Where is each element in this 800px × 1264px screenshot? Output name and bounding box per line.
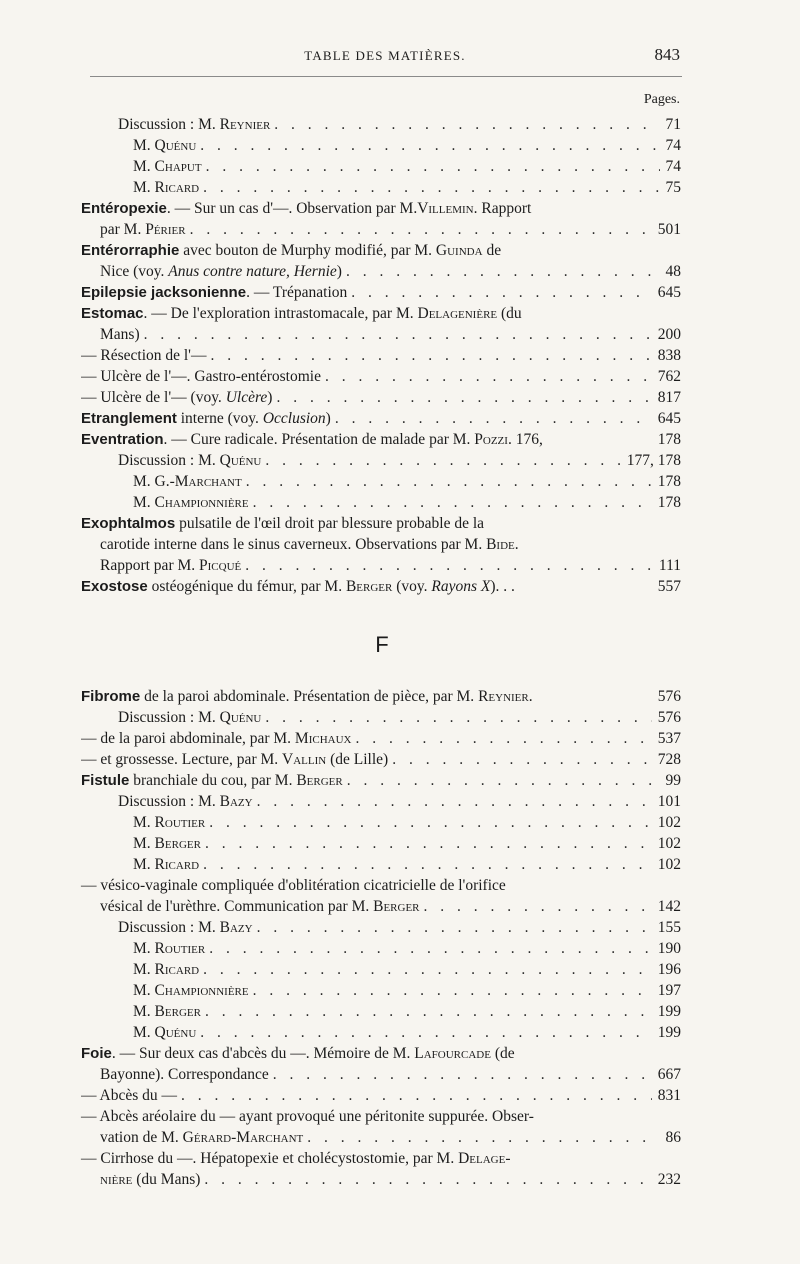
- entry-text: [133, 938, 205, 959]
- entry-headword: Epilepsie jacksonienne: [81, 284, 247, 301]
- entry-headword: Fibrome: [81, 688, 141, 705]
- index-entry: [81, 576, 681, 597]
- page-reference: 831: [657, 1087, 681, 1104]
- entry-text-part: Berger: [154, 1003, 201, 1020]
- entry-text-part: (de: [490, 1045, 515, 1062]
- index-entry: [81, 833, 681, 854]
- entry-text: [133, 854, 199, 875]
- index-entry: [81, 749, 681, 770]
- dot-leader: [199, 854, 652, 875]
- entry-text-part: Reynier: [478, 688, 529, 705]
- entry-text-part: ostéogénique du fémur, par M.: [147, 578, 346, 595]
- index-entry: [81, 854, 681, 875]
- dot-leader: [342, 261, 660, 282]
- entry-text-part: Reynier: [219, 116, 271, 133]
- entry-text-part: Anus contre nature, Hernie: [168, 263, 337, 280]
- entry-text-part: M.: [133, 982, 155, 999]
- entry-text-part: Quénu: [219, 709, 262, 726]
- entry-text-part: Ricard: [154, 856, 200, 873]
- dot-leader: [253, 791, 652, 812]
- entry-text-part: . — Sur deux cas d'abcès du —. Mémoire de M.: [111, 1045, 415, 1062]
- entry-text-part: . — De l'exploration intrastomacale, par M.: [143, 305, 418, 322]
- index-entry: [81, 429, 681, 450]
- index-entry: [81, 1148, 681, 1169]
- entry-text-part: Quénu: [154, 137, 197, 154]
- entry-text-part: . — Cure radicale. Présentation de malade par M.: [163, 431, 475, 448]
- entry-text-part: Villemin: [417, 200, 474, 217]
- entry-text: [81, 749, 388, 770]
- index-entry: [81, 917, 681, 938]
- entry-text-part: Marchant: [174, 473, 242, 490]
- index-entry: [81, 492, 681, 513]
- entry-text: [81, 1085, 177, 1106]
- index-entry: [81, 219, 681, 240]
- dot-leader: [201, 833, 652, 854]
- entry-text-part: Discussion : M.: [118, 709, 220, 726]
- entry-text: [81, 366, 321, 387]
- entry-text: [100, 1127, 303, 1148]
- entry-text: [81, 770, 343, 791]
- index-entry: [81, 261, 681, 282]
- dot-leader: [177, 1085, 652, 1106]
- page-reference: 728: [657, 751, 681, 768]
- index-entry: [81, 1106, 681, 1127]
- index-entry: [81, 240, 681, 261]
- entry-headword: Etranglement: [81, 410, 177, 427]
- entry-text-part: Rapport par M.: [100, 557, 200, 574]
- entry-text-part: Périer: [145, 221, 186, 238]
- entry-text-part: Picqué: [199, 557, 242, 574]
- index-entry: [81, 896, 681, 917]
- page-reference: 74: [665, 158, 681, 175]
- entry-text: [133, 812, 205, 833]
- entry-text-part: de: [482, 242, 502, 259]
- entry-text-part: — de la paroi abdominale, par M.: [81, 730, 295, 747]
- index-entry: [81, 555, 681, 576]
- entry-text-part: Chaput: [154, 158, 202, 175]
- page-reference: 196: [657, 961, 681, 978]
- entry-text-part: nière: [100, 1171, 133, 1188]
- entry-text: [118, 450, 261, 471]
- entry-text: [118, 791, 253, 812]
- index-entry: [81, 1127, 681, 1148]
- index-entry: [81, 728, 681, 749]
- page-reference: 71: [665, 116, 681, 133]
- entry-text: [81, 345, 206, 366]
- entry-text-part: carotide interne dans le sinus caverneux. Observations par M.: [100, 536, 487, 553]
- entry-text: [100, 219, 186, 240]
- entry-text-part: (voy.: [392, 578, 432, 595]
- page-reference: 557: [657, 578, 681, 595]
- dot-leader: [347, 282, 651, 303]
- dot-leader: [343, 770, 660, 791]
- entry-text-part: Berger: [373, 898, 420, 915]
- dot-leader: [351, 728, 651, 749]
- dot-leader: [242, 471, 652, 492]
- entry-text-part: Championnière: [154, 494, 249, 511]
- index-entry: [81, 1022, 681, 1043]
- entry-text: [133, 1022, 196, 1043]
- entry-text-part: Quénu: [154, 1024, 197, 1041]
- entry-text-part: .: [514, 536, 519, 553]
- index-entry: [81, 450, 681, 471]
- entry-text: [81, 728, 351, 749]
- page-reference: 762: [657, 368, 681, 385]
- dot-leader: [420, 896, 652, 917]
- index-entry: [81, 980, 681, 1001]
- entry-text-part: Nice (voy.: [100, 263, 169, 280]
- entry-text-part: Guinda: [435, 242, 483, 259]
- page-reference: 177, 178: [626, 452, 681, 469]
- index-entry: [81, 387, 681, 408]
- dot-leader: [303, 1127, 659, 1148]
- entry-text-part: Delagenière: [417, 305, 498, 322]
- dot-leader: [200, 1169, 651, 1190]
- index-block-e: [81, 114, 681, 597]
- entry-text: [81, 305, 522, 322]
- page-reference: 178: [657, 473, 681, 490]
- entry-text-part: — et grossesse. Lecture, par M.: [81, 751, 283, 768]
- entry-text-part: (du: [497, 305, 522, 322]
- running-head: [90, 45, 680, 72]
- page-reference: 817: [657, 389, 681, 406]
- entry-text-part: . — Trépanation: [246, 284, 348, 301]
- entry-text-part: ): [336, 263, 342, 280]
- page-number: 843: [654, 45, 680, 64]
- index-entry: [81, 1001, 681, 1022]
- index-entry: [81, 156, 681, 177]
- entry-text-part: .: [528, 688, 533, 705]
- entry-text-part: . Rapport: [473, 200, 532, 217]
- page-reference: 576: [657, 688, 681, 705]
- entry-text: [81, 1045, 515, 1062]
- entry-text-part: Pozzi: [474, 431, 508, 448]
- page-reference: 155: [657, 919, 681, 936]
- index-entry: [81, 791, 681, 812]
- entry-text-part: Ulcère: [225, 389, 268, 406]
- entry-text-part: vation de M.: [100, 1129, 183, 1146]
- entry-text: [133, 980, 249, 1001]
- page-reference: 197: [657, 982, 681, 999]
- index-entry: [81, 198, 681, 219]
- index-entry: [81, 875, 681, 896]
- entry-text-part: ): [325, 410, 331, 427]
- entry-text: [133, 833, 201, 854]
- entry-text: [100, 1064, 269, 1085]
- entry-text-part: Bazy: [219, 919, 253, 936]
- entry-text: [81, 242, 501, 259]
- page-reference: 75: [665, 179, 681, 196]
- entry-text-part: Michaux: [294, 730, 352, 747]
- entry-text-part: Quénu: [219, 452, 262, 469]
- entry-text: [133, 135, 196, 156]
- entry-text-part: M.: [133, 1024, 155, 1041]
- page-reference: 199: [657, 1024, 681, 1041]
- entry-text: [100, 555, 241, 576]
- entry-text-part: Routier: [154, 814, 206, 831]
- dot-leader: [199, 177, 659, 198]
- dot-leader: [331, 408, 652, 429]
- page-reference: 74: [665, 137, 681, 154]
- entry-text-part: Occlusion: [262, 410, 326, 427]
- entry-text-part: Berger: [154, 835, 201, 852]
- entry-text-part: vésical de l'urèthre. Communication par M.: [100, 898, 374, 915]
- entry-text-part: interne (voy.: [176, 410, 263, 427]
- entry-text-part: M.: [133, 835, 155, 852]
- entry-text-part: M.: [133, 158, 155, 175]
- entry-text-part: Discussion : M.: [118, 793, 220, 810]
- entry-text: [118, 707, 261, 728]
- entry-headword: Eventration: [81, 431, 164, 448]
- index-entry: [81, 114, 681, 135]
- entry-text: [133, 177, 199, 198]
- entry-text-part: Routier: [154, 940, 206, 957]
- index-entry: [81, 707, 681, 728]
- page-reference: 838: [657, 347, 681, 364]
- index-entry: [81, 513, 681, 534]
- entry-text-part: M.: [133, 856, 155, 873]
- entry-text: [118, 917, 253, 938]
- section-letter: F: [375, 632, 389, 657]
- entry-text: [100, 1169, 200, 1190]
- page-reference: 199: [657, 1003, 681, 1020]
- index-entry: [81, 812, 681, 833]
- dot-leader: [388, 749, 652, 770]
- entry-text-part: — Ulcère de l'—. Gastro-entérostomie: [81, 368, 321, 385]
- dot-leader: [196, 135, 659, 156]
- page-reference: 645: [657, 410, 681, 427]
- entry-headword: Foie: [81, 1045, 112, 1062]
- entry-text-part: (de Lille): [326, 751, 389, 768]
- entry-text-part: ). . .: [490, 578, 515, 595]
- entry-text: [100, 896, 420, 917]
- index-block-f: [81, 686, 681, 1190]
- index-entry: [81, 1043, 681, 1064]
- entry-text: [100, 261, 342, 282]
- entry-text-part: Discussion : M.: [118, 452, 220, 469]
- dot-leader: [241, 555, 653, 576]
- index-entry: [81, 366, 681, 387]
- header-rule: [90, 76, 682, 77]
- entry-text-part: M.: [133, 179, 155, 196]
- dot-leader: [321, 366, 652, 387]
- index-entry: [81, 345, 681, 366]
- entry-text-part: ): [267, 389, 273, 406]
- entry-text: [100, 536, 519, 553]
- index-entry: [81, 1064, 681, 1085]
- index-entry: [81, 303, 681, 324]
- entry-headword: Entérorraphie: [81, 242, 180, 259]
- entry-text: [81, 429, 543, 450]
- page-reference: 48: [665, 263, 681, 280]
- entry-text: [81, 576, 515, 597]
- page-reference: 178: [657, 431, 681, 448]
- dot-leader: [140, 324, 652, 345]
- dot-leader: [261, 450, 620, 471]
- dot-leader: [249, 492, 652, 513]
- entry-text-part: Berger: [345, 578, 393, 595]
- entry-text-part: Ricard: [154, 179, 200, 196]
- entry-text-part: Championnière: [154, 982, 249, 999]
- dot-leader: [270, 114, 659, 135]
- page-reference: 101: [657, 793, 681, 810]
- entry-text-part: Ricard: [154, 961, 200, 978]
- entry-text: [81, 515, 484, 532]
- entry-headword: Entéropexie: [81, 200, 167, 217]
- entry-text-part: Discussion : M.: [118, 116, 220, 133]
- entry-text-part: Vallin: [282, 751, 327, 768]
- dot-leader: [249, 980, 652, 1001]
- entry-text-part: (du Mans): [132, 1171, 201, 1188]
- entry-text-part: M.: [133, 961, 155, 978]
- dot-leader: [199, 959, 652, 980]
- entry-text-part: Gérard-Marchant: [182, 1129, 304, 1146]
- entry-text-part: Lafourcade: [414, 1045, 491, 1062]
- index-entry: [81, 686, 681, 707]
- index-entry: [81, 408, 681, 429]
- page-reference: 537: [657, 730, 681, 747]
- entry-text-part: Discussion : M.: [118, 919, 220, 936]
- entry-text-part: — vésico-vaginale compliquée d'oblitération cicatricielle de l'orifice: [81, 877, 506, 894]
- entry-text: [81, 877, 506, 894]
- entry-text-part: Delage-: [458, 1150, 511, 1167]
- page-reference: 102: [657, 814, 681, 831]
- index-entry: [81, 471, 681, 492]
- entry-text: [100, 324, 140, 345]
- index-entry: [81, 324, 681, 345]
- dot-leader: [269, 1064, 652, 1085]
- entry-text-part: pulsatile de l'œil droit par blessure probable de la: [175, 515, 485, 532]
- entry-text-part: — Abcès aréolaire du — ayant provoqué une péritonite suppurée. Obser-: [81, 1108, 534, 1125]
- page-reference: 142: [657, 898, 681, 915]
- entry-text-part: Bayonne). Correspondance: [100, 1066, 269, 1083]
- entry-text-part: — Résection de l'—: [81, 347, 207, 364]
- entry-text: [133, 1001, 201, 1022]
- index-entry: [81, 1085, 681, 1106]
- entry-headword: Estomac: [81, 305, 144, 322]
- dot-leader: [261, 707, 651, 728]
- index-entry: [81, 534, 681, 555]
- entry-text-part: Bide: [486, 536, 515, 553]
- entry-text: [133, 959, 199, 980]
- entry-text: [133, 156, 202, 177]
- entry-text-part: Berger: [296, 772, 343, 789]
- entry-text: [81, 1108, 534, 1125]
- entry-text-part: M.: [133, 137, 155, 154]
- entry-text: [81, 1150, 511, 1167]
- page-reference: 86: [665, 1129, 681, 1146]
- page-reference: 102: [657, 835, 681, 852]
- entry-headword: Fistule: [81, 772, 130, 789]
- page-reference: 190: [657, 940, 681, 957]
- entry-text: [81, 200, 531, 217]
- index-entry: [81, 177, 681, 198]
- entry-text-part: — Ulcère de l'— (voy.: [81, 389, 226, 406]
- page-reference: 645: [657, 284, 681, 301]
- dot-leader: [272, 387, 651, 408]
- entry-text: [81, 282, 347, 303]
- entry-text-part: — Abcès du —: [81, 1087, 178, 1104]
- page-reference: 111: [658, 557, 681, 574]
- entry-headword: Exostose: [81, 578, 148, 595]
- page-reference: 501: [657, 221, 681, 238]
- page-reference: 99: [665, 772, 681, 789]
- entry-text-part: Rayons X: [431, 578, 491, 595]
- entry-text: [133, 492, 249, 513]
- dot-leader: [196, 1022, 651, 1043]
- entry-headword: Exophtalmos: [81, 515, 176, 532]
- entry-text: [81, 686, 533, 707]
- dot-leader: [253, 917, 652, 938]
- entry-text-part: par M.: [100, 221, 146, 238]
- dot-leader: [201, 1001, 652, 1022]
- index-entry: [81, 282, 681, 303]
- entry-text: [133, 471, 242, 492]
- entry-text-part: branchiale du cou, par M.: [129, 772, 297, 789]
- entry-text-part: M.: [133, 494, 155, 511]
- entry-text-part: avec bouton de Murphy modifié, par M.: [179, 242, 436, 259]
- entry-text-part: Bazy: [219, 793, 253, 810]
- pages-column-label: Pages.: [643, 92, 680, 107]
- dot-leader: [205, 938, 652, 959]
- dot-leader: [206, 345, 651, 366]
- entry-text: [118, 114, 270, 135]
- index-entry: [81, 770, 681, 791]
- dot-leader: [205, 812, 652, 833]
- dot-leader: [186, 219, 652, 240]
- index-entry: [81, 938, 681, 959]
- page-reference: 667: [657, 1066, 681, 1083]
- entry-text-part: de la paroi abdominale. Présentation de pièce, par M.: [140, 688, 479, 705]
- entry-text: [81, 408, 331, 429]
- page-reference: 200: [657, 326, 681, 343]
- page-reference: 102: [657, 856, 681, 873]
- dot-leader: [202, 156, 660, 177]
- entry-text-part: — Cirrhose du —. Hépatopexie et cholécystostomie, par M.: [81, 1150, 459, 1167]
- running-title: TABLE DES MATIÈRES.: [304, 48, 466, 63]
- page-reference: 232: [657, 1171, 681, 1188]
- entry-text-part: . 176,: [507, 431, 543, 448]
- index-entry: [81, 959, 681, 980]
- entry-text-part: M.: [133, 940, 155, 957]
- page-reference: 576: [657, 709, 681, 726]
- index-entry: [81, 135, 681, 156]
- entry-text-part: M.: [133, 1003, 155, 1020]
- entry-text-part: M.: [133, 814, 155, 831]
- entry-text-part: . — Sur un cas d'—. Observation par M.: [166, 200, 418, 217]
- entry-text-part: M. G.-: [133, 473, 175, 490]
- index-entry: [81, 1169, 681, 1190]
- entry-text: [81, 387, 272, 408]
- entry-text-part: Mans): [100, 326, 140, 343]
- page-reference: 178: [657, 494, 681, 511]
